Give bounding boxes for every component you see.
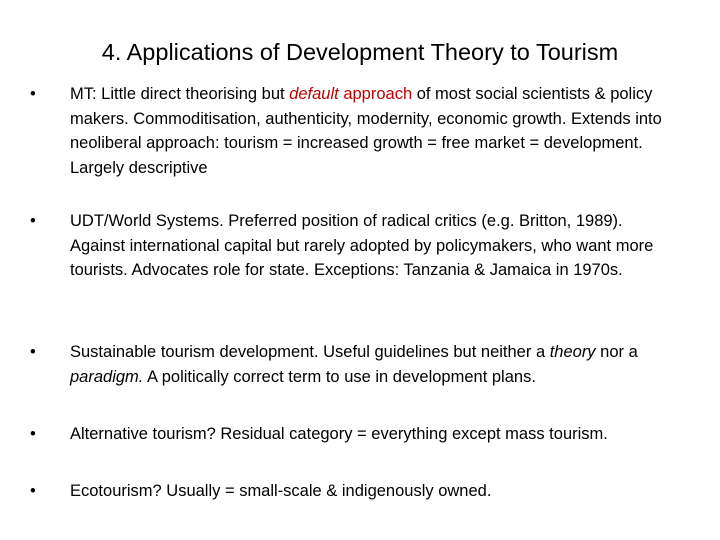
bullet-dot: • bbox=[30, 85, 36, 103]
bullet-item bbox=[30, 340, 680, 389]
bullet-text-part: nor a bbox=[595, 343, 638, 361]
bullet-text-part: A politically correct term to use in development plans. bbox=[143, 367, 536, 386]
bullet-text: Ecotourism? Usually = small-scale & indigenously owned. bbox=[70, 482, 492, 500]
bullet-text bbox=[70, 82, 680, 180]
slide-title: 4. Applications of Development Theory to Tourism bbox=[101, 39, 619, 65]
bullet-text: Alternative tourism? Residual category = everything except mass tourism. bbox=[70, 425, 608, 443]
bullet-text-part: of most social scientists & policy makers. Commoditisation, authenticity, modernity, economic growth. Extends into neoliberal approach: tourism = increased growth = free market = development. Largely descriptive bbox=[70, 85, 662, 177]
bullet-text-part: Sustainable tourism development. Useful guidelines but neither a bbox=[70, 343, 550, 361]
highlight-default bbox=[289, 85, 412, 103]
bullet-text-part: MT: Little direct theorising but bbox=[70, 85, 290, 103]
bullet-dot: • bbox=[30, 212, 36, 230]
bullet-dot: • bbox=[30, 425, 36, 443]
bullet-item bbox=[30, 82, 680, 180]
bullet-item bbox=[30, 479, 680, 504]
emphasis-paradigm: paradigm. bbox=[70, 367, 144, 386]
bullet-item bbox=[30, 422, 680, 447]
bullet-text bbox=[70, 340, 680, 389]
bullet-text: UDT/World Systems. Preferred position of radical critics (e.g. Britton, 1989). Against international capital but rarely adopted by policymakers, who want more tourists. Advocates role for state. Exceptions: Tanzania & Jamaica in 1970s. bbox=[70, 212, 654, 280]
bullet-dot: • bbox=[30, 343, 36, 361]
highlight-approach: approach bbox=[338, 85, 413, 103]
bullet-dot: • bbox=[30, 482, 36, 500]
emphasis-theory: theory bbox=[549, 343, 596, 361]
bullet-item bbox=[30, 209, 680, 283]
emphasis-default: default bbox=[289, 85, 339, 103]
